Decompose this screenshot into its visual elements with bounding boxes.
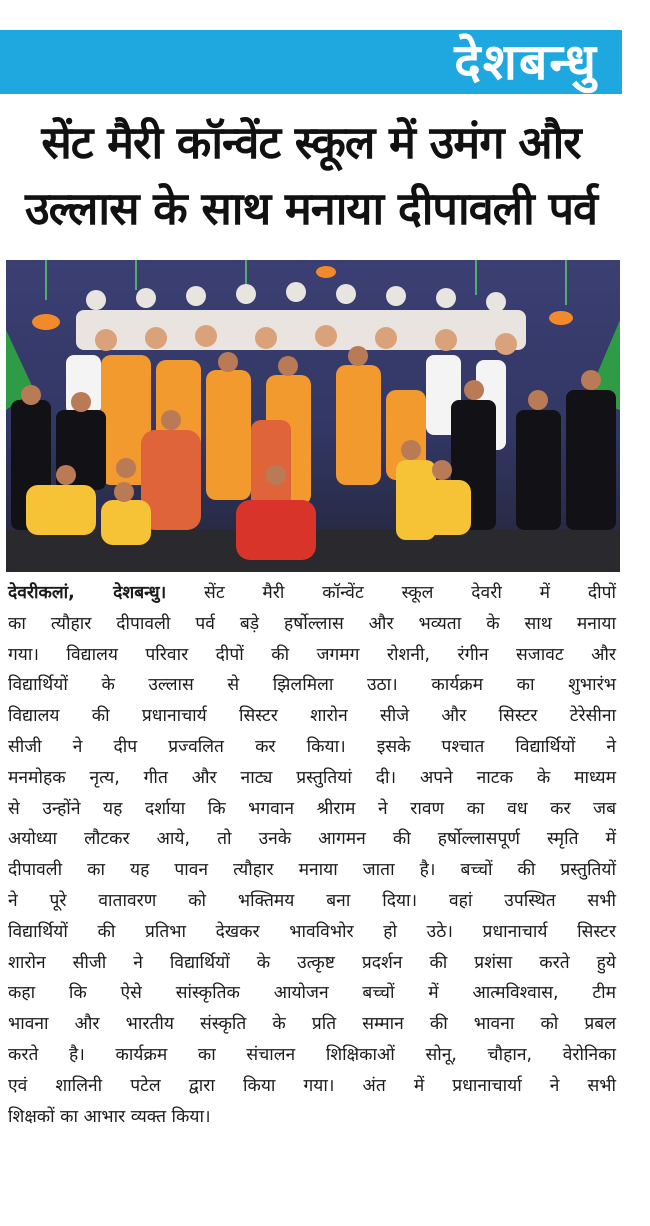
article-line: करते है। कार्यक्रम का संचालन शिक्षिकाओं सोनू, चौहान, वेरोनिका xyxy=(8,1044,616,1065)
article-line: विद्यालय की प्रधानाचार्य सिस्टर शारोन सीजे और सिस्टर टेरेसीना xyxy=(8,706,616,727)
article-line xyxy=(8,578,616,609)
article-line: भावना और भारतीय संस्कृति के प्रति सम्मान की भावना को प्रबल xyxy=(8,1014,616,1035)
article-line: अयोध्या लौटकर आये, तो उनके आगमन की हर्षोल्लासपूर्ण स्मृति में xyxy=(8,829,616,850)
article-line: विद्यार्थियों के उल्लास से झिलमिला उठा। कार्यक्रम का शुभारंभ xyxy=(8,675,616,696)
article-line: शिक्षकों का आभार व्यक्त किया। xyxy=(8,1106,211,1127)
headline-line-2: उल्लास के साथ मनाया दीपावली पर्व xyxy=(24,182,598,235)
article-line: से उन्होंने यह दर्शाया कि भगवान श्रीराम ने रावण का वध कर जब xyxy=(8,798,616,819)
article-line: कहा कि ऐसे सांस्कृतिक आयोजन बच्चों में आत्मविश्वास, टीम xyxy=(8,983,616,1004)
article-line-text: सेंट मैरी कॉन्वेंट स्कूल देवरी में दीपों xyxy=(166,583,616,603)
headline-line-1: सेंट मैरी कॉन्वेंट स्कूल में उमंग और xyxy=(41,116,581,169)
article-body xyxy=(8,578,616,1132)
article-line: ने पूरे वातावरण को भक्तिमय बना दिया। वहां उपस्थित सभी xyxy=(8,890,616,911)
dateline: देवरीकलां, देशबन्धु। xyxy=(8,583,167,603)
article-line: का त्यौहार दीपावली पर्व बड़े हर्षोल्लास और भव्यता के साथ मनाया xyxy=(8,613,616,634)
article-line: विद्यार्थियों की प्रतिभा देखकर भावविभोर हो उठे। प्रधानाचार्य सिस्टर xyxy=(8,921,616,942)
article-line: दीपावली का यह पावन त्यौहार मनाया जाता है। बच्चों की प्रस्तुतियों xyxy=(8,860,616,881)
masthead xyxy=(0,30,622,94)
article-line: एवं शालिनी पटेल द्वारा किया गया। अंत में प्रधानाचार्या ने सभी xyxy=(8,1075,616,1096)
article-line: गया। विद्यालय परिवार दीपों की जगमग रोशनी, रंगीन सजावट और xyxy=(8,644,616,665)
group-photo-icon xyxy=(6,260,620,572)
article-line: शारोन सीजी ने विद्यार्थियों के उत्कृष्ट प्रदर्शन की प्रशंसा करते हुये xyxy=(8,952,616,973)
headline xyxy=(0,110,622,242)
article-line: मनमोहक नृत्य, गीत और नाट्य प्रस्तुतियां दी। अपने नाटक के माध्यम xyxy=(8,767,616,788)
article-line: सीजी ने दीप प्रज्वलित कर किया। इसके पश्चात विद्यार्थियों ने xyxy=(8,736,616,757)
group-photo xyxy=(6,260,620,572)
masthead-title: देशबन्धु xyxy=(454,33,598,91)
